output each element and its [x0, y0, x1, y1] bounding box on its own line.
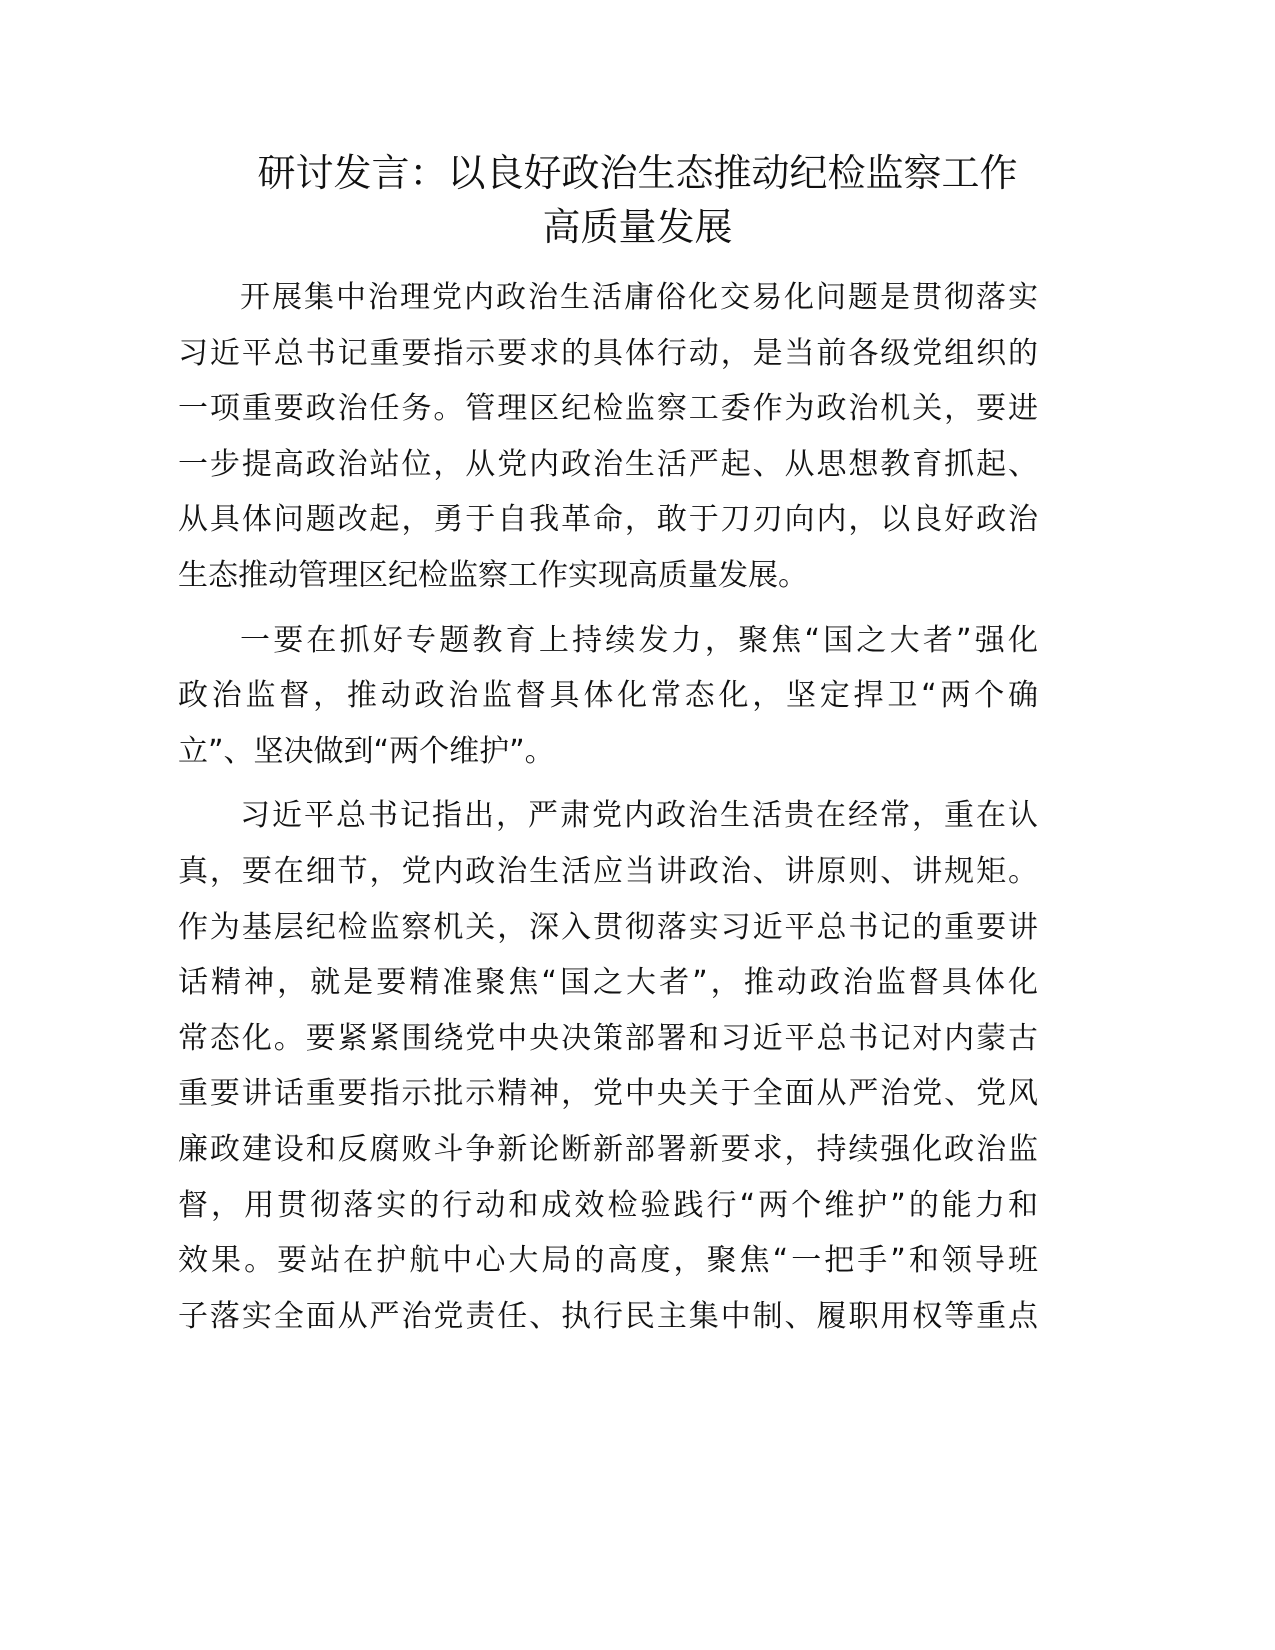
paragraph-line: 廉政建设和反腐败斗争新论断新部署新要求，持续强化政治监: [178, 1131, 1038, 1167]
document-title: [0, 146, 1275, 254]
paragraph: [178, 613, 1038, 780]
paragraph-line: 督，用贯彻落实的行动和成效检验践行“两个维护”的能力和: [178, 1187, 1038, 1223]
paragraph-line: 重要讲话重要指示批示精神，党中央关于全面从严治党、党风: [178, 1076, 1038, 1112]
title-line: 高质量发展: [542, 205, 733, 249]
paragraph-line: 生态推动管理区纪检监察工作实现高质量发展。: [178, 557, 808, 593]
paragraph-line: 从具体问题改起，勇于自我革命，敢于刀刃向内，以良好政治: [178, 502, 1038, 538]
paragraph-line: 一步提高政治站位，从党内政治生活严起、从思想教育抓起、: [178, 446, 1038, 482]
paragraph-line: 习近平总书记重要指示要求的具体行动，是当前各级党组织的: [178, 335, 1038, 371]
paragraph: [178, 270, 1038, 604]
paragraph-line: 一要在抓好专题教育上持续发力，聚焦“国之大者”强化: [240, 622, 1038, 658]
paragraph-line: 话精神，就是要精准聚焦“国之大者”，推动政治监督具体化: [178, 965, 1038, 1001]
paragraph-line: 开展集中治理党内政治生活庸俗化交易化问题是贯彻落实: [240, 280, 1038, 315]
paragraph-line: 真，要在细节，党内政治生活应当讲政治、讲原则、讲规矩。: [178, 853, 1038, 889]
paragraph-line: 一项重要政治任务。管理区纪检监察工委作为政治机关，要进: [178, 391, 1038, 427]
paragraph-line: 效果。要站在护航中心大局的高度，聚焦“一把手”和领导班: [178, 1243, 1038, 1279]
title-line: 研讨发言：以良好政治生态推动纪检监察工作: [257, 151, 1018, 195]
paragraph-line: 立”、坚决做到“两个维护”。: [178, 733, 555, 769]
paragraph-line: 子落实全面从严治党责任、执行民主集中制、履职用权等重点: [178, 1298, 1038, 1334]
document-body: [178, 270, 1038, 1353]
paragraph-line: 作为基层纪检监察机关，深入贯彻落实习近平总书记的重要讲: [178, 909, 1038, 945]
paragraph-line: 常态化。要紧紧围绕党中央决策部署和习近平总书记对内蒙古: [178, 1020, 1038, 1056]
paragraph: [178, 788, 1038, 1344]
paragraph-line: 政治监督，推动政治监督具体化常态化，坚定捍卫“两个确: [178, 678, 1038, 714]
paragraph-line: 习近平总书记指出，严肃党内政治生活贵在经常，重在认: [240, 798, 1038, 834]
